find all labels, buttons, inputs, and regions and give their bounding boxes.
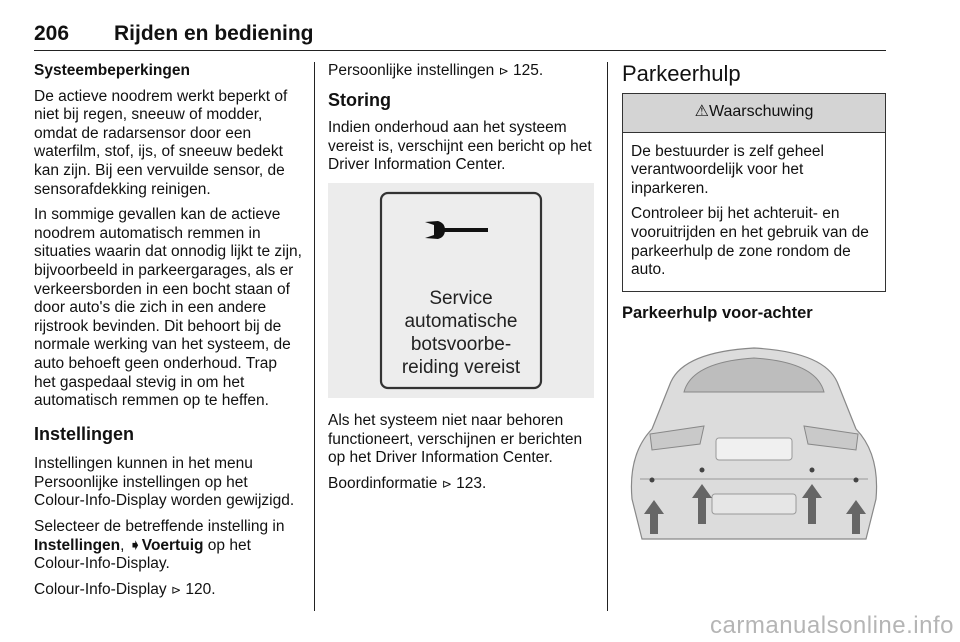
paragraph: De actieve noodrem werkt beperkt of niet bij regen, sneeuw of modder, omdat de radarsensor door een waterfilm, stof, ijs, of sneeuw bedekt kan zijn. Bij een vervuilde sensor, de sensorafdekking reinigen. (34, 87, 288, 198)
text: , (120, 536, 129, 554)
heading-parkeerhulp: Parkeerhulp (622, 61, 741, 86)
paragraph: In sommige gevallen kan de actieve noodrem automatisch remmen in situaties waarin dat onnodig lijkt te zijn, bijvoorbeeld in parkeergarages, als er verkeersborden in een bocht staan of door auto's die zich in een andere rijstrook bevinden. Dit behoort bij de normale werking van het systeem, de auto behoeft geen onderhoud. Trap het gaspedaal stevig in om het automatisch remmen op te heffen. (34, 206, 302, 410)
page-ref-arrow-icon: ⊳ (441, 476, 452, 491)
car-rear-sensors-illustration (622, 334, 886, 542)
column-divider (314, 62, 315, 611)
menu-arrow-icon: ➧ (128, 536, 142, 554)
page-header (34, 22, 886, 52)
warning-body (623, 133, 885, 291)
cross-reference[interactable] (328, 62, 594, 81)
cross-reference[interactable] (34, 581, 302, 600)
warning-header (623, 94, 885, 133)
warning-paragraph: Controleer bij het achteruit- en vooruitrijden en het gebruik van de parkeerhulp de zone rondom de auto. (631, 205, 869, 279)
warning-title: Waarschuwing (709, 103, 814, 121)
warning-icon: ⚠ (694, 103, 709, 121)
column-middle (328, 62, 594, 500)
dic-message-figure (328, 183, 594, 398)
header-rule (34, 50, 886, 51)
ref-page: 125. (512, 62, 544, 79)
menu-label-voertuig: Voertuig (141, 536, 204, 554)
paragraph: Indien onderhoud aan het systeem vereist is, verschijnt een bericht op het Driver Information Center. (328, 119, 592, 174)
page-footer (0, 608, 960, 642)
watermark: carmanualsonline.info (710, 612, 954, 639)
license-plate-recess (716, 438, 792, 460)
column-right (622, 62, 886, 548)
text: Selecteer de betreffende instelling in (34, 518, 285, 536)
dic-line: Service (429, 287, 493, 309)
ref-page: 123. (456, 474, 487, 492)
paragraph: Als het systeem niet naar behoren functioneert, verschijnen er berichten op het Driver Information Center. (328, 411, 583, 467)
license-plate (712, 494, 796, 514)
column-divider (607, 62, 608, 611)
ref-text: Persoonlijke instellingen (328, 62, 499, 79)
subheading-systeembeperkingen: Systeembeperkingen (34, 62, 190, 79)
dic-line: reiding vereist (401, 356, 521, 378)
ref-text: Colour-Info-Display (34, 580, 171, 598)
text: op het Colour-Info-Display. (34, 536, 251, 573)
paragraph-settings-path (34, 518, 302, 574)
column-left (34, 62, 302, 606)
menu-label-instellingen: Instellingen (34, 536, 121, 554)
page-number: 206 (34, 22, 70, 45)
heading-parkeerhulp-voor-achter: Parkeerhulp voor-achter (622, 303, 813, 322)
page-ref-arrow-icon: ⊳ (498, 64, 509, 78)
page-ref-arrow-icon: ⊳ (170, 582, 182, 597)
dic-line: botsvoorbe- (410, 333, 512, 355)
warning-box (622, 93, 886, 292)
cross-reference[interactable] (328, 475, 594, 494)
heading-instellingen: Instellingen (34, 423, 135, 444)
ref-page: 120. (185, 580, 216, 598)
paragraph: Instellingen kunnen in het menu Persoonlijke instellingen op het Colour-Info-Display worden gewijzigd. (34, 455, 295, 510)
warning-paragraph: De bestuurder is zelf geheel verantwoordelijk voor het inparkeren. (631, 142, 825, 197)
heading-storing: Storing (328, 89, 391, 110)
ref-text: Boordinformatie (328, 474, 442, 492)
dic-line: automatische (404, 310, 518, 332)
chapter-title: Rijden en bediening (114, 22, 314, 45)
